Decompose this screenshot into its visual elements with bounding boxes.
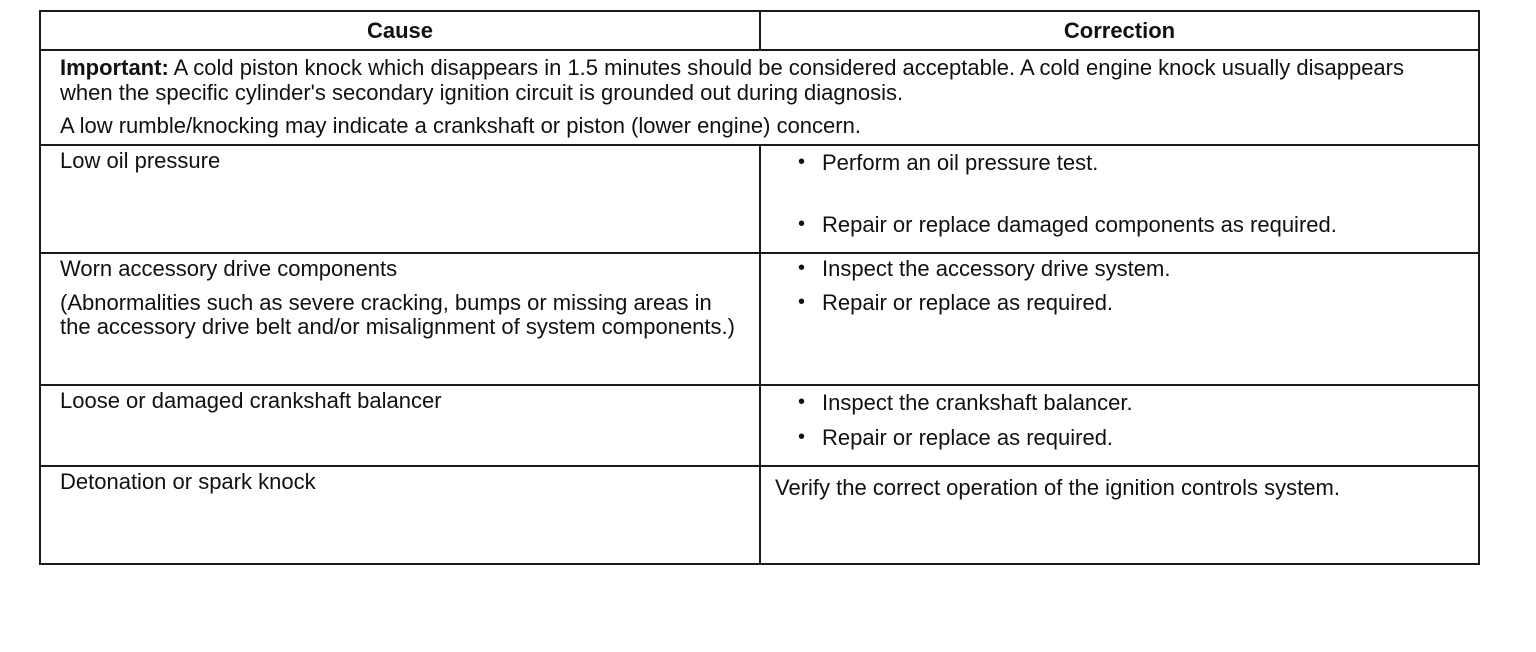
- correction-item: • Inspect the crankshaft balancer.: [775, 390, 1466, 415]
- cause-cell: [40, 466, 760, 564]
- important-note-cell: [40, 50, 1479, 145]
- diagnosis-table: [39, 10, 1480, 565]
- correction-item: • Repair or replace as required.: [775, 425, 1466, 450]
- correction-item: • Repair or replace as required.: [775, 290, 1466, 315]
- cause-text: Loose or damaged crankshaft balancer: [60, 388, 442, 413]
- correction-text: Verify the correct operation of the ignition controls system.: [775, 475, 1340, 500]
- correction-cell: [760, 253, 1479, 385]
- cause-text: Low oil pressure: [60, 148, 221, 173]
- table-row: [40, 466, 1479, 564]
- table-row: [40, 253, 1479, 385]
- cause-cell: [40, 145, 760, 253]
- cause-cell: [40, 253, 760, 385]
- important-note-paragraph: [60, 55, 1460, 105]
- table-row: [40, 145, 1479, 253]
- cause-column-header: Cause: [40, 11, 760, 50]
- cause-text: Detonation or spark knock: [60, 469, 316, 494]
- header-row: [40, 11, 1479, 50]
- important-note-row: [40, 50, 1479, 145]
- cause-cell: [40, 385, 760, 466]
- correction-cell: [760, 466, 1479, 564]
- correction-cell: [760, 385, 1479, 466]
- important-label: Important:: [60, 55, 169, 80]
- table-row: [40, 385, 1479, 466]
- important-note-text: A cold piston knock which disappears in 1.5 minutes should be considered acceptable. A cold engine knock usually disappears when the specific cylinder's secondary ignition circuit is grounded out during diagnosis.: [60, 55, 1404, 105]
- rumble-note-text: A low rumble/knocking may indicate a crankshaft or piston (lower engine) concern.: [60, 113, 861, 138]
- correction-list: [775, 256, 1466, 315]
- correction-list: [775, 150, 1466, 237]
- correction-cell: [760, 145, 1479, 253]
- correction-list: [775, 390, 1466, 450]
- cause-text: Worn accessory drive components: [60, 256, 398, 281]
- correction-item: • Inspect the accessory drive system.: [775, 256, 1466, 281]
- correction-item: • Repair or replace damaged components as required.: [775, 212, 1466, 237]
- correction-column-header: Correction: [760, 11, 1479, 50]
- cause-detail-text: (Abnormalities such as severe cracking, bumps or missing areas in the accessory drive belt and/or misalignment of system components.): [60, 290, 735, 339]
- correction-item: • Perform an oil pressure test.: [775, 150, 1466, 175]
